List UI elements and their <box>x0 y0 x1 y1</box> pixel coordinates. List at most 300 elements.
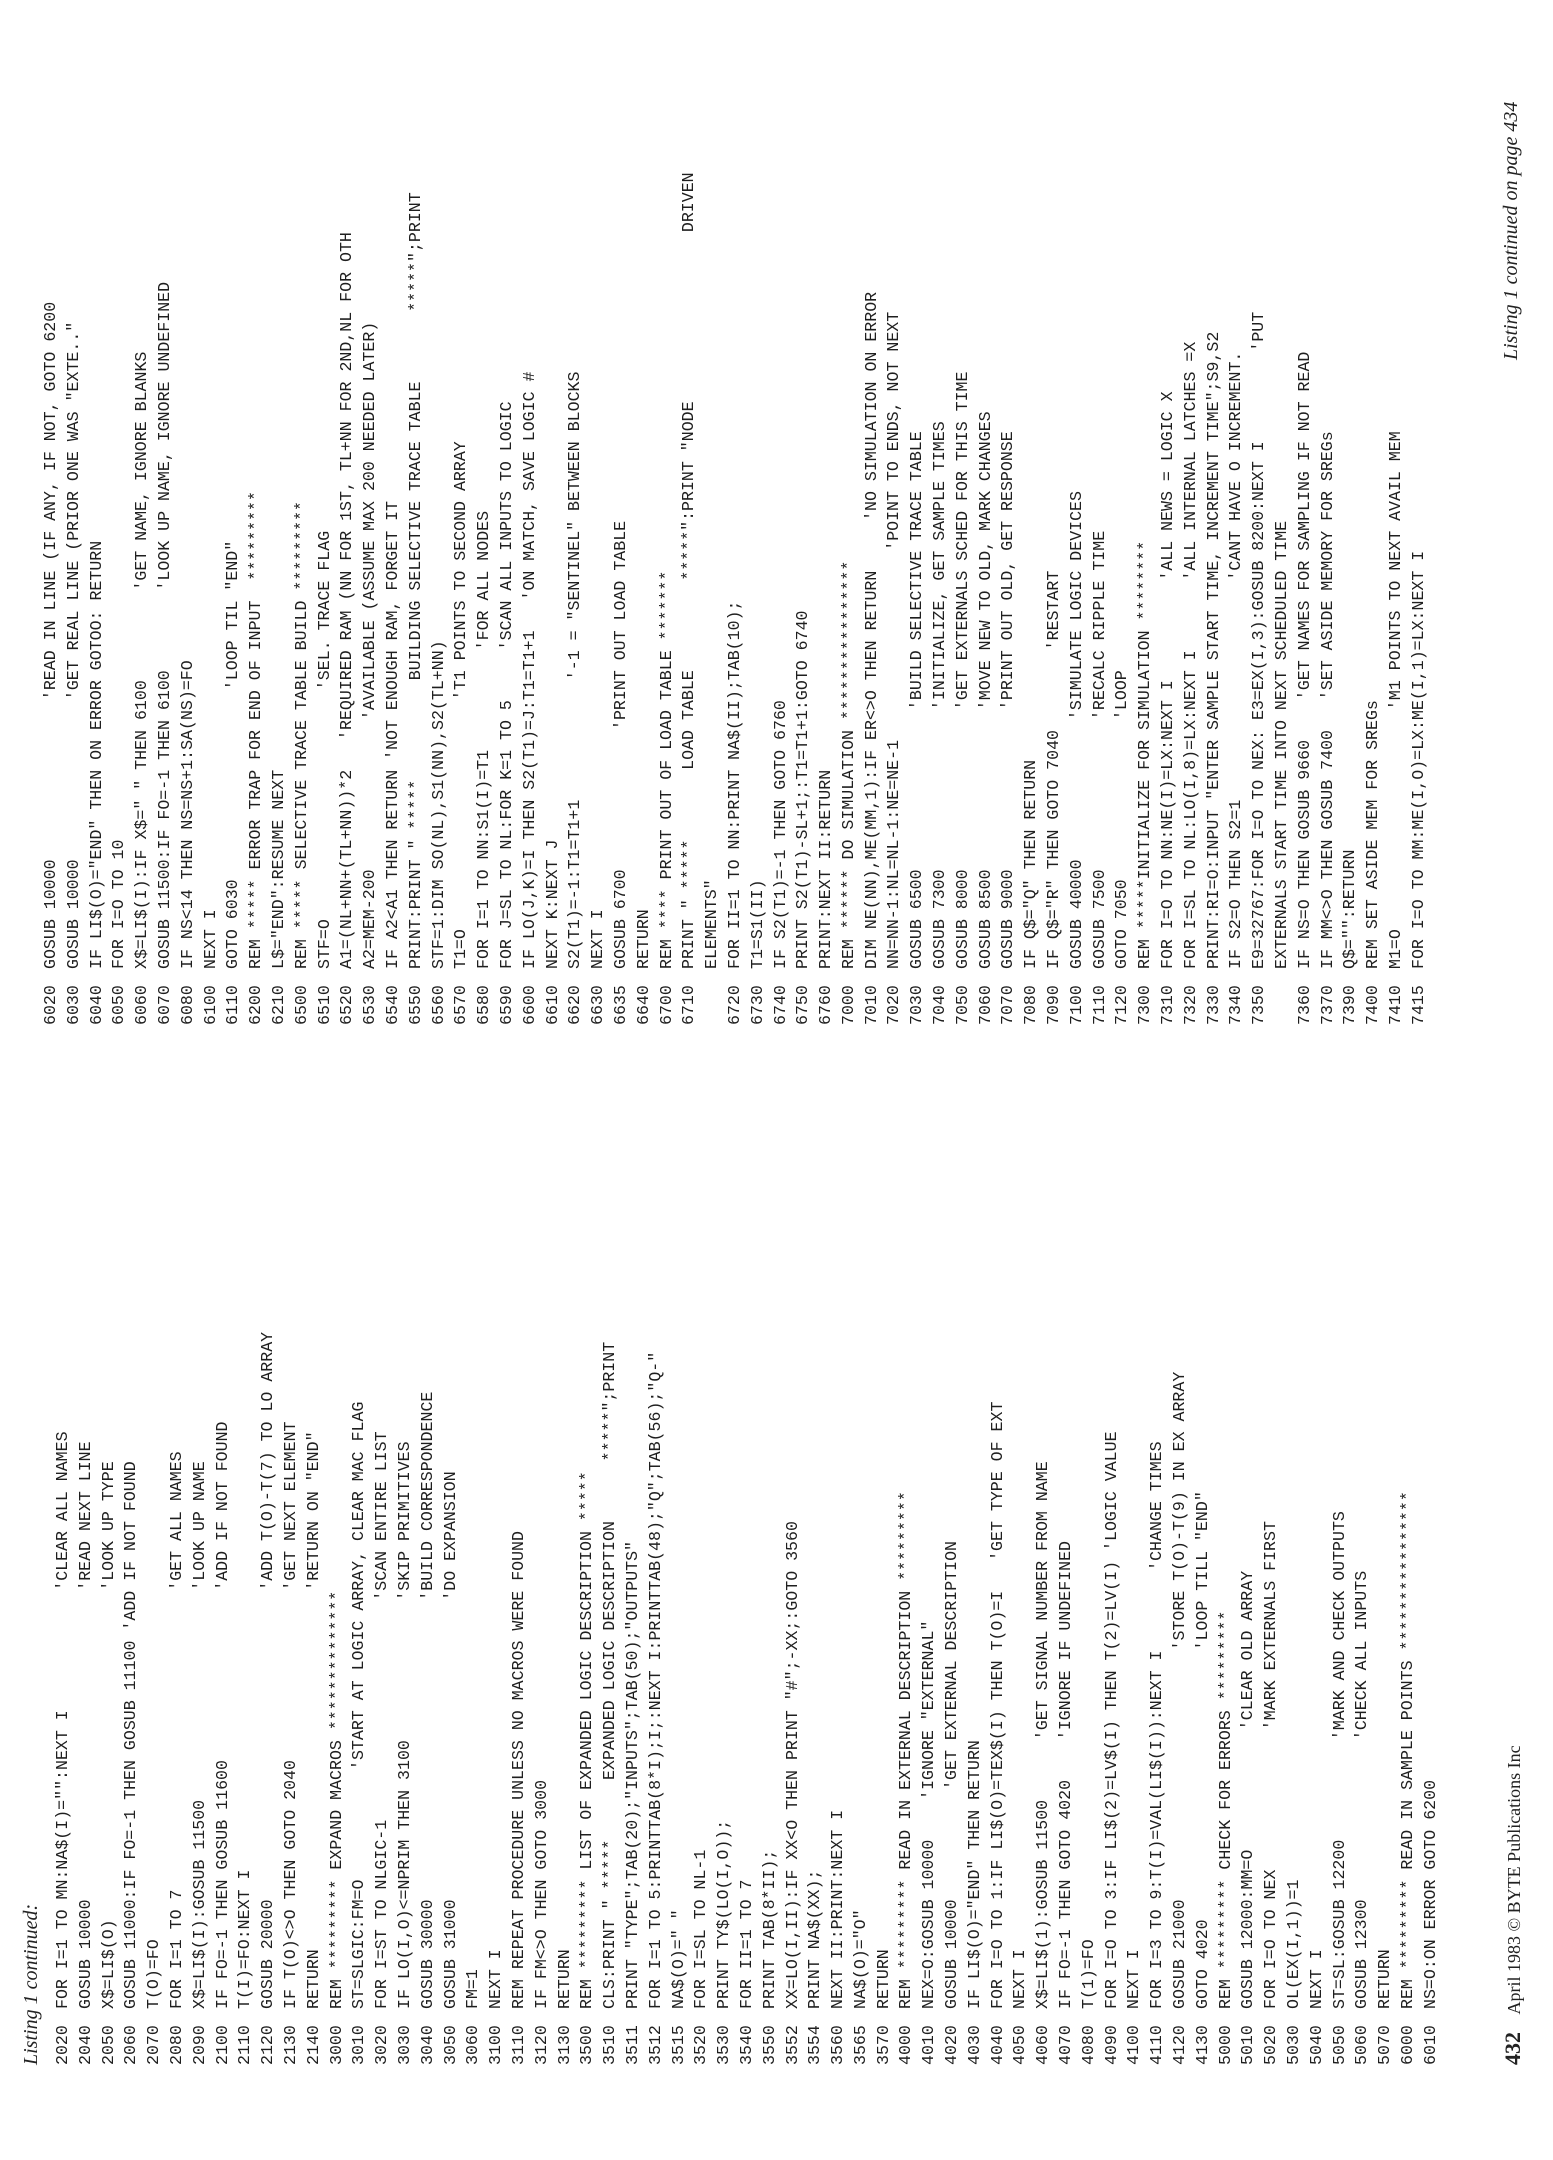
code-line <box>1283 1065 1306 2065</box>
line-code: A2=MEM-200 'AVAILABLE (ASSUME MAX 200 NEEDED LATER) <box>360 321 380 969</box>
line-number: 6540 <box>382 985 402 1025</box>
listing-continued-footer: Listing 1 continued on page 434 <box>1500 101 1522 360</box>
code-line <box>496 25 519 1025</box>
line-code: IF S2=O THEN S2=1 'CANT HAVE O INCREMENT. <box>1226 351 1246 969</box>
line-code: STF=O 'SEL. TRACE FLAG <box>314 530 334 969</box>
line-code: FOR I=1 TO 5:PRINTTAB(8*I);I;:NEXT I:PRINTTAB(48);"Q";TAB(56);"Q-" <box>645 1351 665 2009</box>
line-code: M1=O 'M1 POINTS TO NEXT AVAIL MEM <box>1386 431 1406 969</box>
line-code: T(I)=FO:NEXT I <box>235 1869 255 2009</box>
line-code: DIM NE(NN),ME(MM,1):IF ER<>O THEN RETURN 'NO SIMULATION ON ERROR <box>861 291 881 969</box>
line-number: 3540 <box>736 2025 756 2065</box>
line-code: REM REPEAT PROCEDURE UNLESS NO MACROS WERE FOUND <box>508 1531 528 2009</box>
line-code: REM ***** ERROR TRAP FOR END OF INPUT ********* <box>246 491 266 969</box>
code-line <box>428 25 451 1025</box>
code-line <box>713 1065 736 2065</box>
line-code: GOSUB 11500:IF FO=-1 THEN 6100 'LOOK UP NAME, IGNORE UNDEFINED <box>154 281 174 969</box>
code-line <box>610 25 633 1025</box>
line-number: 7330 <box>1203 985 1223 1025</box>
code-line <box>941 1065 964 2065</box>
code-line <box>1009 1065 1032 2065</box>
code-line <box>154 25 177 1025</box>
line-number: 7060 <box>975 985 995 1025</box>
code-line <box>40 25 63 1025</box>
line-number: 6590 <box>496 985 516 1025</box>
line-number: 4000 <box>896 2025 916 2065</box>
line-number: 2090 <box>189 2025 209 2065</box>
code-line <box>1225 25 1248 1025</box>
line-number: 6560 <box>428 985 448 1025</box>
code-line <box>633 25 656 1025</box>
line-code: REM **** PRINT OUT OF LOAD TABLE ******* <box>656 570 676 969</box>
line-code: PRINT " ***** LOAD TABLE *****":PRINT "NODE DRIVEN <box>679 172 699 969</box>
line-number: 7110 <box>1089 985 1109 1025</box>
line-code: ELEMENTS" <box>702 879 722 969</box>
line-code: FOR I=O TO 3:IF LI$(2)=LV$(I) THEN T(2)=LV(I) 'LOGIC VALUE <box>1101 1431 1121 2009</box>
code-line <box>450 25 473 1025</box>
line-code: GOSUB 10000 'READ NEXT LINE <box>75 1441 95 2009</box>
line-number: 6600 <box>519 985 539 1025</box>
line-number: 6000 <box>1398 2025 1418 2065</box>
line-number: 3552 <box>782 2025 802 2065</box>
line-code: NA$(O)=" " <box>668 1909 688 2009</box>
line-number: 7300 <box>1135 985 1155 1025</box>
line-code: T1=S1(II) <box>747 879 767 969</box>
code-line <box>1101 1065 1124 2065</box>
line-code: NEXT I <box>200 909 220 969</box>
line-code: Q$="":RETURN <box>1340 849 1360 969</box>
code-line <box>336 25 359 1025</box>
line-code: IF LI$(O)="END" THEN RETURN <box>964 1740 984 2009</box>
code-line <box>815 25 838 1025</box>
line-number: 7000 <box>838 985 858 1025</box>
code-line <box>200 25 223 1025</box>
line-code: T(1)=FO <box>1078 1939 1098 2009</box>
line-code: RETURN 'RETURN ON "END" <box>303 1431 323 2009</box>
line-number: 7415 <box>1408 985 1428 1025</box>
line-number: 3510 <box>600 2025 620 2065</box>
line-number: 4050 <box>1010 2025 1030 2065</box>
code-line <box>554 1065 577 2065</box>
line-code: GOSUB 9000 'PRINT OUT OLD, GET RESPONSE <box>998 431 1018 969</box>
line-number: 3030 <box>394 2025 414 2065</box>
code-line <box>257 1065 280 2065</box>
line-number: 6520 <box>337 985 357 1025</box>
line-code: REM ********* READ IN EXTERNAL DESCRIPTION ********* <box>896 1491 916 2009</box>
line-code: RETURN <box>873 1949 893 2009</box>
code-line <box>63 25 86 1025</box>
code-line <box>1043 25 1066 1025</box>
line-code: GOTO 7050 'LOOP <box>1112 670 1132 969</box>
line-code: IF NS<14 THEN NS=NS+1:SA(NS)=FO <box>177 660 197 969</box>
line-code: FOR I=1 TO NN:S1(I)=T1 'FOR ALL NODES <box>474 510 494 969</box>
line-code: RETURN <box>633 909 653 969</box>
line-code: FOR I=O TO MM:ME(I,O)=LX:ME(I,1)=LX:NEXT I <box>1408 550 1428 969</box>
line-code: A1=(NL+NN+(TL+NN))*2 'REQUIRED RAM (NN FOR 1ST, TL+NN FOR 2ND,NL FOR OTH <box>337 232 357 969</box>
line-code: CLS:PRINT " ***** EXPANDED LOGIC DESCRIPTION *****";PRINT <box>600 1341 620 2009</box>
code-line <box>873 1065 896 2065</box>
code-line <box>724 25 747 1025</box>
line-code: NEXT I <box>1010 1949 1030 2009</box>
line-code: X$=LI$(1):GOSUB 11500 'GET SIGNAL NUMBER FROM NAME <box>1033 1461 1053 2009</box>
line-number: 6750 <box>793 985 813 1025</box>
line-code: GOSUB 11000:IF FO=-1 THEN GOSUB 11100 'ADD IF NOT FOUND <box>121 1461 141 2009</box>
line-number: 2110 <box>235 2025 255 2065</box>
code-line <box>303 1065 326 2065</box>
code-line <box>929 25 952 1025</box>
code-line <box>895 1065 918 2065</box>
code-line <box>1408 25 1431 1025</box>
line-number: 3100 <box>486 2025 506 2065</box>
line-code: GOSUB 12300 'CHECK ALL INPUTS <box>1352 1570 1372 2009</box>
line-number: 3512 <box>645 2025 665 2065</box>
line-code: IF A2<A1 THEN RETURN 'NOT ENOUGH RAM, FORGET IT <box>382 500 402 969</box>
line-number: 5070 <box>1375 2025 1395 2065</box>
line-number: 7340 <box>1226 985 1246 1025</box>
code-line <box>314 25 337 1025</box>
code-line <box>120 1065 143 2065</box>
line-number: 6100 <box>200 985 220 1025</box>
line-number: 6710 <box>679 985 699 1025</box>
line-code: GOSUB 8000 'GET EXTERNALS SCHED FOR THIS TIME <box>952 371 972 969</box>
code-line <box>189 1065 212 2065</box>
line-code: REM *****INITIALIZE FOR SIMULATION ******** <box>1135 540 1155 969</box>
line-code: IF T(O)<>O THEN GOTO 2040 'GET NEXT ELEMENT <box>280 1421 300 2009</box>
code-line <box>245 25 268 1025</box>
line-code: FOR I=O TO NEX 'MARK EXTERNALS FIRST <box>1261 1521 1281 2009</box>
code-line <box>1203 25 1226 1025</box>
line-code: GOSUB 12000:MM=O 'CLEAR OLD ARRAY <box>1238 1570 1258 2009</box>
code-line <box>599 1065 622 2065</box>
line-number: 6050 <box>109 985 129 1025</box>
line-code: PRINT S2(T1)-SL+1;:T1=T1+1:GOTO 6740 <box>793 610 813 969</box>
line-code: OL(EX(I,1))=1 <box>1284 1879 1304 2009</box>
line-number: 3050 <box>440 2025 460 2065</box>
line-code: IF NS=O THEN GOSUB 9660 'GET NAMES FOR SAMPLING IF NOT READ <box>1294 351 1314 969</box>
line-code: FOR I=SL TO NL:LO(I,8)=LX:NEXT I 'ALL INTERNAL LATCHES =X <box>1180 341 1200 969</box>
code-line <box>326 1065 349 2065</box>
code-line <box>98 1065 121 2065</box>
line-code: XX=LO(I,II):IF XX<O THEN PRINT "#";-XX;:GOTO 3560 <box>782 1521 802 2009</box>
code-line <box>656 25 679 1025</box>
line-number: 6635 <box>610 985 630 1025</box>
line-code: GOSUB 7500 'RECALC RIPPLE TIME <box>1089 530 1109 969</box>
code-line <box>861 25 884 1025</box>
line-number: 4100 <box>1124 2025 1144 2065</box>
line-number: 5020 <box>1261 2025 1281 2065</box>
code-line <box>1237 1065 1260 2065</box>
line-code: IF MM<>O THEN GOSUB 7400 'SET ASIDE MEMORY FOR SREGs <box>1317 431 1337 969</box>
line-code: NEX=O:GOSUB 10000 'IGNORE "EXTERNAL" <box>919 1620 939 2009</box>
line-number: 7350 <box>1249 985 1269 1025</box>
line-code: REM ********* EXPAND MACROS ************** <box>326 1590 346 2009</box>
line-number: 7410 <box>1386 985 1406 1025</box>
code-line <box>827 1065 850 2065</box>
code-line <box>997 25 1020 1025</box>
code-line <box>1055 1065 1078 2065</box>
code-line <box>792 25 815 1025</box>
line-number: 6720 <box>724 985 744 1025</box>
line-number: 6060 <box>132 985 152 1025</box>
line-code: REM SET ASIDE MEM FOR SREGs <box>1363 700 1383 969</box>
code-line <box>131 25 154 1025</box>
code-line <box>508 1065 531 2065</box>
line-number: 7320 <box>1180 985 1200 1025</box>
line-code: GOSUB 6500 'BUILD SELECTIVE TRACE TABLE <box>907 431 927 969</box>
line-code: IF Q$="Q" THEN RETURN <box>1021 759 1041 969</box>
line-number: 4060 <box>1033 2025 1053 2065</box>
code-line <box>222 25 245 1025</box>
line-code: NA$(O)="O" <box>850 1909 870 2009</box>
code-line <box>143 1065 166 2065</box>
line-code: S2(T1)=-1:T1=T1+1 '-1 = "SENTINEL" BETWEEN BLOCKS <box>565 371 585 969</box>
code-line <box>268 25 291 1025</box>
code-line <box>1385 25 1408 1025</box>
code-line <box>668 1065 691 2065</box>
code-line <box>485 1065 508 2065</box>
line-number: 7040 <box>930 985 950 1025</box>
code-line <box>348 1065 371 2065</box>
line-code: T1=O 'T1 POINTS TO SECOND ARRAY <box>451 441 471 969</box>
line-code: ST=SLGIC:FM=O 'START AT LOGIC ARRAY, CLEAR MAC FLAG <box>349 1401 369 2009</box>
line-number: 5040 <box>1306 2025 1326 2065</box>
line-code: PRINT NA$(XX); <box>805 1869 825 2009</box>
line-number: 7360 <box>1294 985 1314 1025</box>
line-number: 7080 <box>1021 985 1041 1025</box>
code-line <box>1078 1065 1101 2065</box>
line-code: FOR I=ST TO NLGIC-1 'SCAN ENTIRE LIST <box>372 1431 392 2009</box>
line-code: FOR II=1 TO NN:PRINT NA$(II);TAB(10); <box>724 600 744 969</box>
line-code: PRINT TY$(LO(I,O)); <box>714 1819 734 2009</box>
code-line <box>906 25 929 1025</box>
code-line <box>736 1065 759 2065</box>
line-number: 3110 <box>508 2025 528 2065</box>
line-code: IF LI$(O)="END" THEN ON ERROR GOTOO: RETURN <box>86 540 106 969</box>
code-line <box>678 25 701 1025</box>
line-code: FOR I=O TO 1:IF LI$(O)=TEX$(I) THEN T(O)=I 'GET TYPE OF EXT <box>987 1401 1007 2009</box>
line-code: NEXT I <box>1306 1949 1326 2009</box>
line-number: 2120 <box>258 2025 278 2065</box>
line-number: 4070 <box>1056 2025 1076 2065</box>
line-code: NEXT I <box>588 909 608 969</box>
line-code: GOSUB 6700 'PRINT OUT LOAD TABLE <box>610 520 630 969</box>
line-code: GOSUB 10000 'READ IN LINE (IF ANY, IF NOT, GOTO 6200 <box>41 301 60 969</box>
line-number: 6740 <box>770 985 790 1025</box>
line-code: GOSUB 40000 'SIMULATE LOGIC DEVICES <box>1066 491 1086 969</box>
code-line <box>177 25 200 1025</box>
code-line <box>1111 25 1134 1025</box>
code-line <box>587 25 610 1025</box>
line-number: 4110 <box>1147 2025 1167 2065</box>
line-number: 6730 <box>747 985 767 1025</box>
line-number: 7020 <box>884 985 904 1025</box>
line-number: 6010 <box>1420 2025 1440 2065</box>
code-line <box>1294 25 1317 1025</box>
line-code: PRINT TAB(8*II); <box>759 1849 779 2009</box>
line-number: 6530 <box>360 985 380 1025</box>
code-line <box>883 25 906 1025</box>
line-code: PRINT:PRINT " ***** BUILDING SELECTIVE TRACE TABLE *****";PRINT <box>405 192 425 969</box>
line-number: 6200 <box>246 985 266 1025</box>
code-line <box>462 1065 485 2065</box>
line-number: 5060 <box>1352 2025 1372 2065</box>
code-line <box>440 1065 463 2065</box>
code-line <box>1362 25 1385 1025</box>
line-number: 3550 <box>759 2025 779 2065</box>
code-line <box>1374 1065 1397 2065</box>
code-line <box>1420 1065 1443 2065</box>
line-code: NEXT I <box>1124 1949 1144 2009</box>
code-line <box>371 1065 394 2065</box>
line-number: 2040 <box>75 2025 95 2065</box>
line-code: GOTO 6030 'LOOP TIL "END" <box>223 540 243 969</box>
code-line <box>473 25 496 1025</box>
line-number: 2130 <box>280 2025 300 2065</box>
code-line <box>1169 1065 1192 2065</box>
code-line <box>1260 1065 1283 2065</box>
line-number: 3130 <box>554 2025 574 2065</box>
line-code: STF=1:DIM SO(NL),S1(NN),S2(TL+NN) <box>428 640 448 969</box>
line-number: 4030 <box>964 2025 984 2065</box>
code-line <box>850 1065 873 2065</box>
line-number: 7050 <box>952 985 972 1025</box>
line-number: 2060 <box>121 2025 141 2065</box>
code-line <box>1271 25 1294 1025</box>
page-number: 432 <box>1500 2032 1525 2065</box>
line-number: 7100 <box>1066 985 1086 1025</box>
code-line <box>690 1065 713 2065</box>
code-line <box>701 25 724 1025</box>
line-number: 7090 <box>1044 985 1064 1025</box>
code-line <box>542 25 565 1025</box>
code-line <box>1134 25 1157 1025</box>
line-number: 2050 <box>98 2025 118 2065</box>
code-line <box>576 1065 599 2065</box>
code-line <box>747 25 770 1025</box>
line-number: 3530 <box>714 2025 734 2065</box>
line-code: FOR I=O TO 10 <box>109 839 129 969</box>
line-code: GOSUB 21000 'STORE T(O)-T(9) IN EX ARRAY <box>1170 1371 1190 2009</box>
line-code: NS=O:ON ERROR GOTO 6200 <box>1420 1779 1440 2009</box>
line-number: 2100 <box>212 2025 232 2065</box>
code-line <box>519 25 542 1025</box>
line-number: 5030 <box>1284 2025 1304 2065</box>
line-number: 7120 <box>1112 985 1132 1025</box>
code-line <box>1180 25 1203 1025</box>
line-code: GOSUB 10000 'GET REAL LINE (PRIOR ONE WAS "EXTE.." <box>63 321 83 969</box>
line-number: 5050 <box>1329 2025 1349 2065</box>
code-line <box>1215 1065 1238 2065</box>
line-number: 4130 <box>1192 2025 1212 2065</box>
line-code: PRINT:NEXT II:RETURN <box>816 769 836 969</box>
line-number: 2080 <box>166 2025 186 2065</box>
line-number: 3000 <box>326 2025 346 2065</box>
code-line <box>975 25 998 1025</box>
code-line <box>1248 25 1271 1025</box>
line-number: 2070 <box>144 2025 164 2065</box>
line-number: 6760 <box>816 985 836 1025</box>
code-line <box>52 1065 75 2065</box>
code-line <box>1329 1065 1352 2065</box>
code-column-left <box>52 1065 1443 2065</box>
line-code: X$=LI$(O) 'LOOK UP TYPE <box>98 1461 118 2009</box>
line-number: 4010 <box>919 2025 939 2065</box>
line-number: 7010 <box>861 985 881 1025</box>
line-code: FM=1 <box>463 1969 483 2009</box>
line-code: REM ****** DO SIMULATION **************** <box>838 560 858 969</box>
line-code: FOR I=1 TO MN:NA$(I)="":NEXT I 'CLEAR ALL NAMES <box>53 1431 72 2009</box>
code-line <box>564 25 587 1025</box>
line-number: 6110 <box>223 985 243 1025</box>
code-line <box>1351 1065 1374 2065</box>
line-number: 3554 <box>805 2025 825 2065</box>
line-code: IF FM<>O THEN GOTO 3000 <box>531 1779 551 2009</box>
line-code: FOR J=SL TO NL:FOR K=1 TO 5 'SCAN ALL INPUTS TO LOGIC <box>496 401 516 969</box>
line-code: FOR I=1 TO 7 'GET ALL NAMES <box>166 1451 186 2009</box>
code-line <box>1339 25 1362 1025</box>
code-line <box>75 1065 98 2065</box>
code-line <box>405 25 428 1025</box>
code-line <box>531 1065 554 2065</box>
line-code: FOR I=SL TO NL-1 <box>691 1849 711 2009</box>
code-line <box>212 1065 235 2065</box>
code-line <box>622 1065 645 2065</box>
code-line <box>1066 25 1089 1025</box>
line-code: GOSUB 8500 'MOVE NEW TO OLD, MARK CHANGES <box>975 411 995 969</box>
code-line <box>1317 25 1340 1025</box>
line-number: 7070 <box>998 985 1018 1025</box>
code-line <box>1089 25 1112 1025</box>
code-line <box>759 1065 782 2065</box>
code-line <box>382 25 405 1025</box>
line-code: FOR II=1 TO 7 <box>736 1879 756 2009</box>
line-number: 4020 <box>942 2025 962 2065</box>
code-line <box>1157 25 1180 1025</box>
code-line <box>838 25 861 1025</box>
line-code: REM ***** SELECTIVE TRACE TABLE BUILD ********* <box>291 500 311 969</box>
publication-line: April 1983 © BYTE Publications Inc <box>1504 1745 1524 2015</box>
line-code: X$=LI$(I):GOSUB 11500 'LOOK UP NAME <box>189 1461 209 2009</box>
line-number: 6700 <box>656 985 676 1025</box>
line-code: IF LO(J,K)=I THEN S2(T1)=J:T1=T1+1 'ON MATCH, SAVE LOGIC # <box>519 371 539 969</box>
line-code: GOSUB 30000 'BUILD CORRESPONDENCE <box>417 1391 437 2009</box>
line-number: 3511 <box>622 2025 642 2065</box>
page-folio <box>1500 1745 1526 2065</box>
line-code: ST=SL:GOSUB 12200 'MARK AND CHECK OUTPUTS <box>1329 1511 1349 2009</box>
code-line <box>1032 1065 1055 2065</box>
line-number: 3565 <box>850 2025 870 2065</box>
code-line <box>394 1065 417 2065</box>
listing-continued-header: Listing 1 continued: <box>20 1903 42 2065</box>
code-line <box>918 1065 941 2065</box>
line-code: X$=LI$(I):IF X$=" " THEN 6100 'GET NAME, IGNORE BLANKS <box>132 351 152 969</box>
line-code: GOSUB 20000 'ADD T(O)-T(7) TO LO ARRAY <box>258 1331 278 2009</box>
line-number: 3040 <box>417 2025 437 2065</box>
line-number: 4120 <box>1170 2025 1190 2065</box>
line-number: 4040 <box>987 2025 1007 2065</box>
code-line <box>770 25 793 1025</box>
code-line <box>987 1065 1010 2065</box>
line-number: 3520 <box>691 2025 711 2065</box>
line-code: NEXT K:NEXT J <box>542 839 562 969</box>
line-number: 6580 <box>474 985 494 1025</box>
line-number: 6550 <box>405 985 425 1025</box>
line-number: 3120 <box>531 2025 551 2065</box>
line-number: 6620 <box>565 985 585 1025</box>
code-line <box>1397 1065 1420 2065</box>
line-number: 7030 <box>907 985 927 1025</box>
code-line <box>782 1065 805 2065</box>
line-number: 6080 <box>177 985 197 1025</box>
